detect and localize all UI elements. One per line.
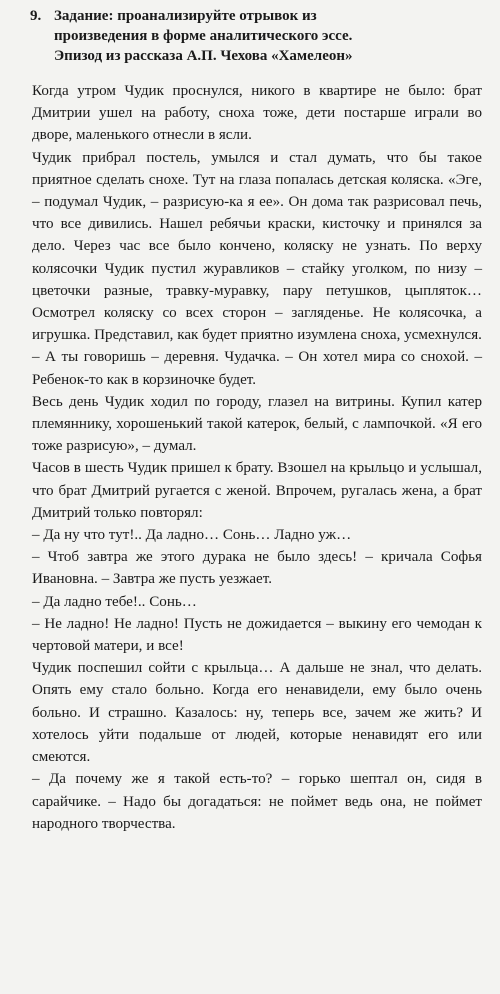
task-heading — [32, 6, 482, 66]
task-line-3: Эпизод из рассказа А.П. Чехова «Хамелеон» — [54, 48, 353, 64]
paragraph: – Да почему же я такой есть-то? – горько шептал он, сидя в сарайчике. – Надо бы догадаться: не поймет ведь она, не поймет народного творчества. — [32, 771, 482, 832]
paragraph: – Да ладно тебе!.. Сонь… — [32, 593, 197, 610]
paragraph: Когда утром Чудик проснулся, никого в квартире не было: брат Дмитрии ушел на работу, сноха тоже, дети постарше играли во дворе, маленького отнесли в ясли. — [32, 83, 482, 144]
paragraph: – Не ладно! Не ладно! Пусть не дожидается – выкину его чемодан к чертовой матери, и все! — [32, 615, 482, 655]
task-line-1: Задание: проанализируйте отрывок из — [54, 8, 317, 24]
task-text — [54, 6, 482, 66]
paragraph: – Да ну что тут!.. Да ладно… Сонь… Ладно уж… — [32, 527, 352, 544]
paragraph: Весь день Чудик ходил по городу, глазел на витрины. Купил катер племяннику, хорошенький такой катерок, белый, с лампочкой. «Я его тоже разрисую», – думал. — [32, 393, 482, 455]
story-excerpt — [32, 80, 482, 835]
paragraph: – Чтоб завтра же этого дурака не было здесь! – кричала Софья Ивановна. – Завтра же пусть уезжает. — [32, 549, 482, 588]
task-number: 9. — [30, 8, 42, 24]
paragraph: Чудик прибрал постель, умылся и стал думать, что бы такое приятное сделать снохе. Тут на глаза попалась детская коляска. «Эге, – подумал Чудик, – разрисую-ка я ее». Он дома так разрисовал печь, что все дивились. Нашел ребячьи краски, кисточку и принялся за дело. Через час все было кончено, коляску не узнать. По верху колясочки Чудик пустил журавликов – стайку уголком, по низу – цветочки разные, травку-муравку, пару петушков, цыпляток… Осмотрел коляску со всех сторон – загляденье. Не колясочка, а игрушка. Представил, как будет приятно изумлена сноха, усмехнулся. — [32, 149, 482, 344]
paragraph: Чудик поспешил сойти с крыльца… А дальше не знал, что делать. Опять ему стало больно. Когда его ненавидели, ему было очень больно. И страшно. Казалось: ну, теперь все, зачем же жить? И хотелось уйти подальше от людей, которые ненавидят его или смеются. — [32, 660, 482, 766]
task-line-2: произведения в форме аналитического эссе. — [54, 28, 353, 44]
paragraph: – А ты говоришь – деревня. Чудачка. – Он хотел мира со снохой. – Ребенок-то как в корзиночке будет. — [32, 349, 482, 388]
paragraph: Часов в шесть Чудик пришел к брату. Взошел на крыльцо и услышал, что брат Дмитрий ругается с женой. Впрочем, ругалась жена, а брат Дмитрий только повторял: — [32, 460, 482, 521]
